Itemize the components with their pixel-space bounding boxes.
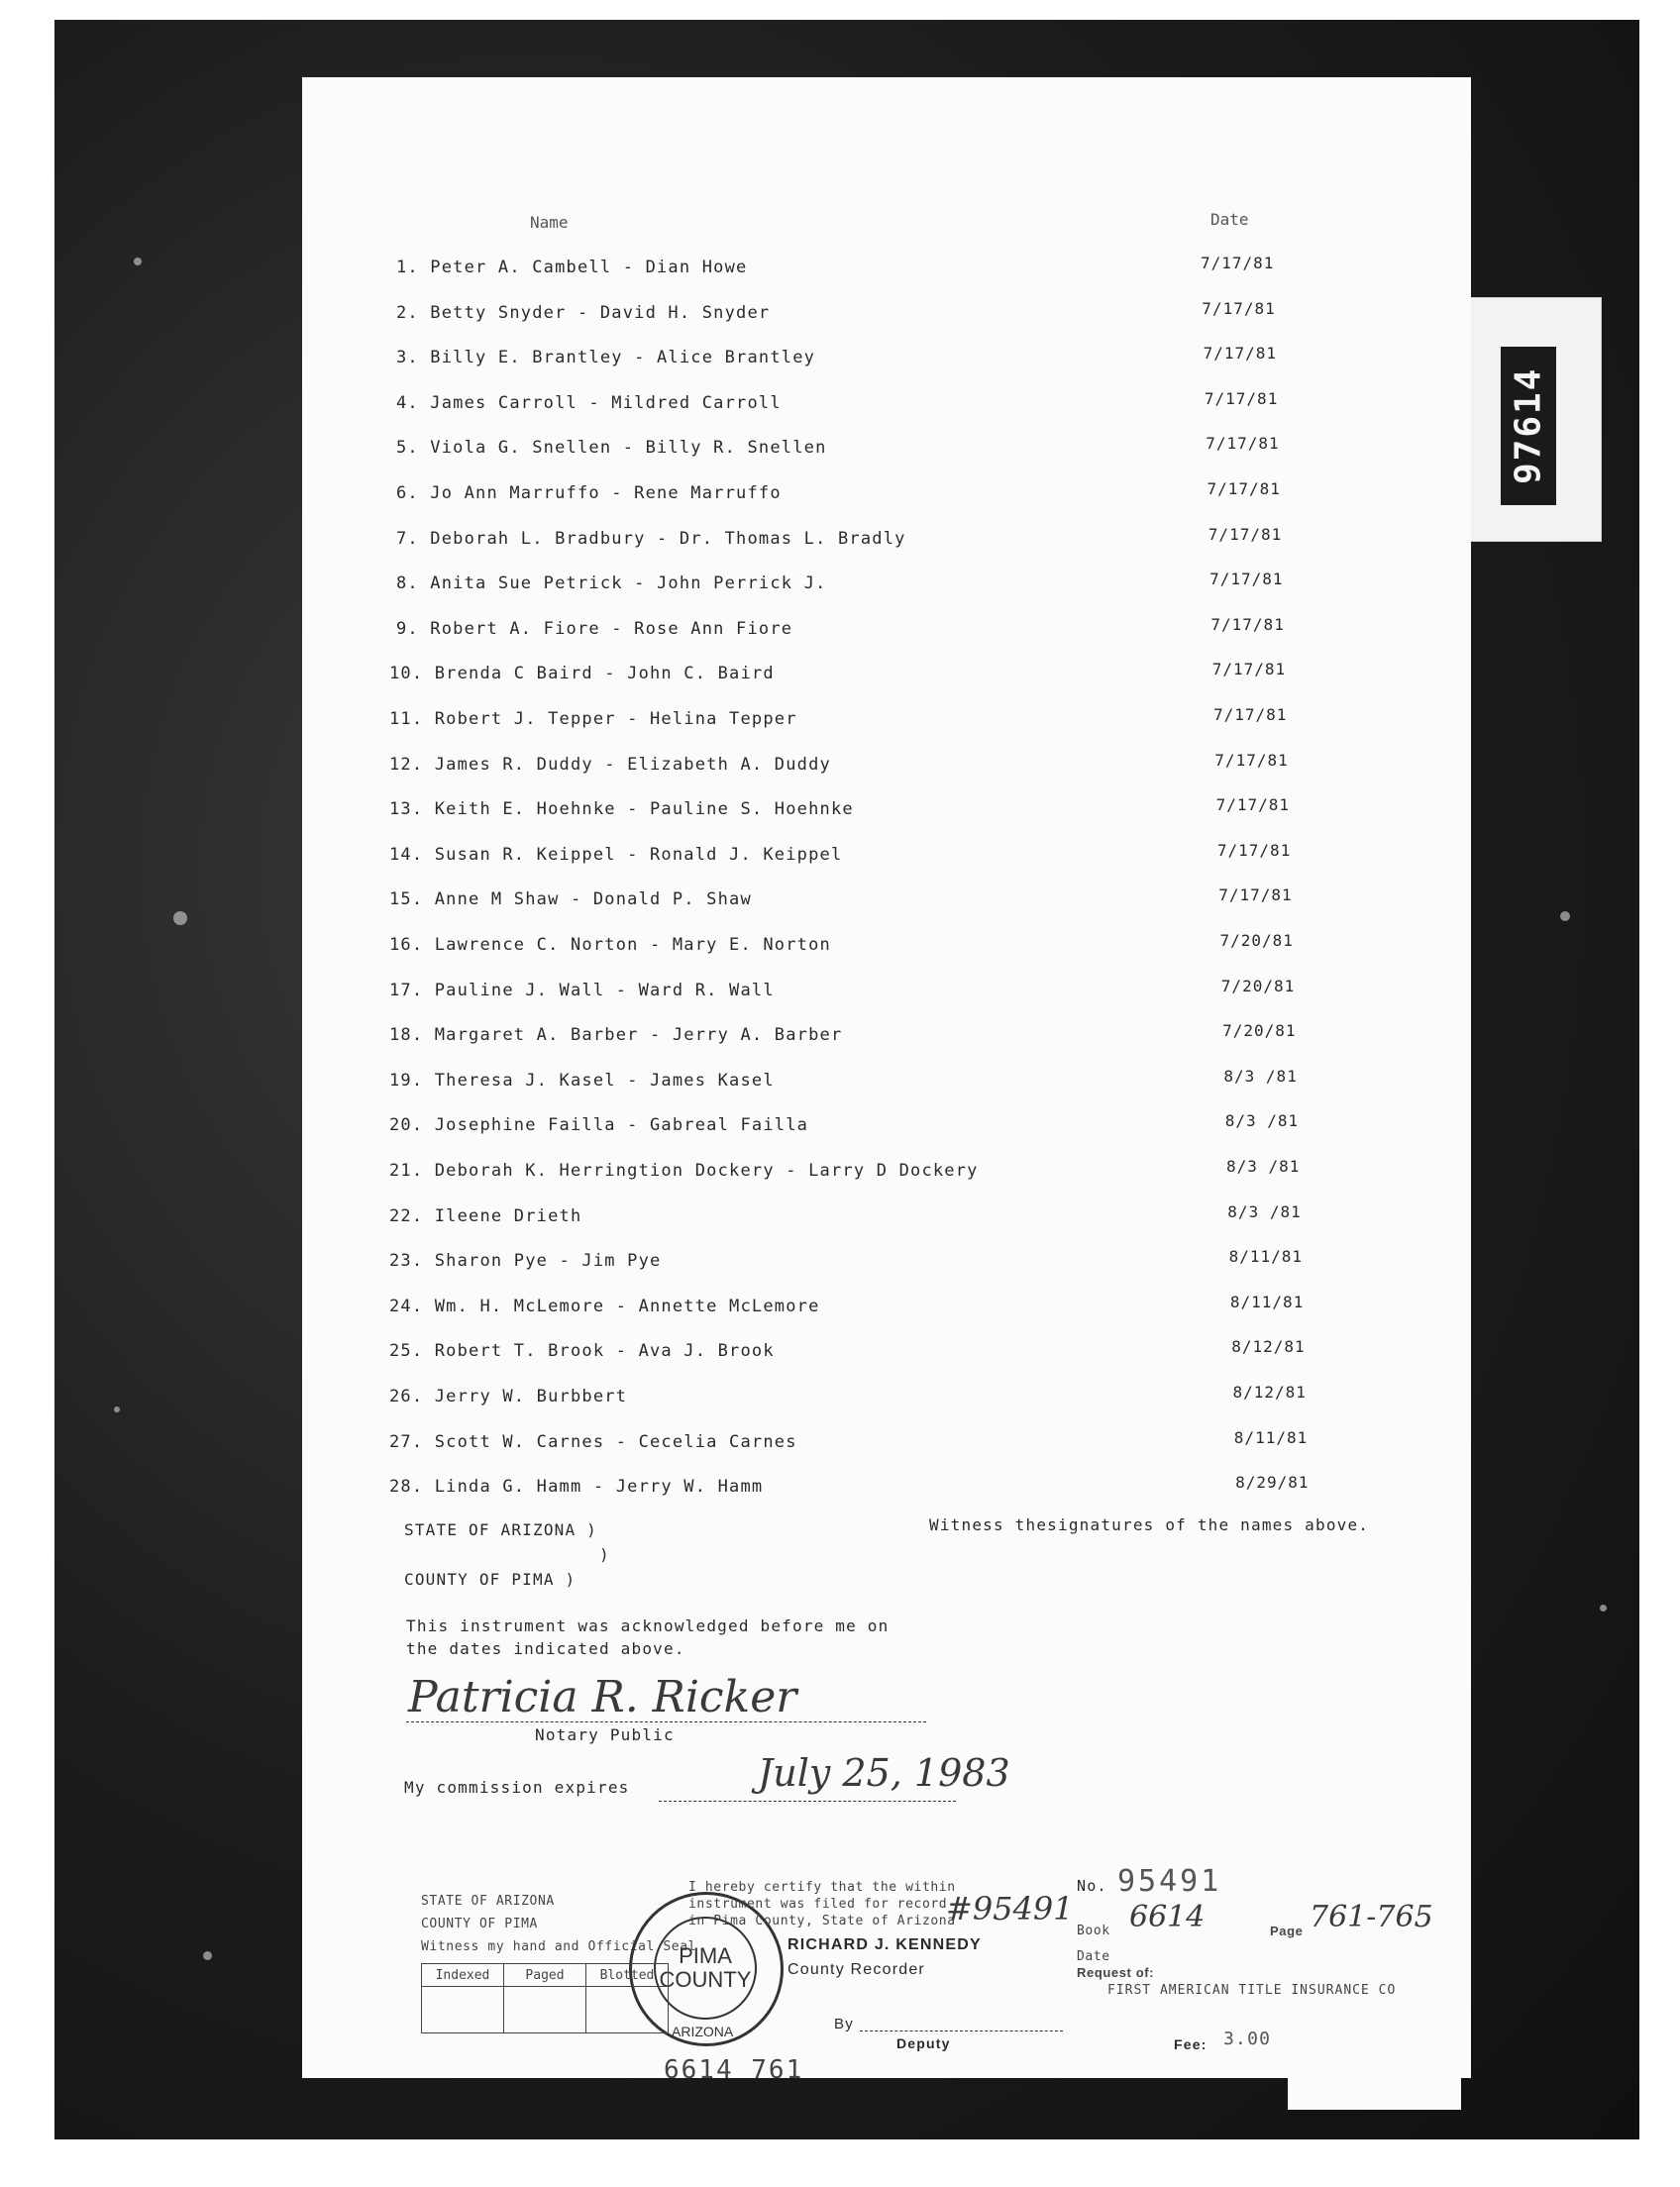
- entry-name: 20. Josephine Failla - Gabreal Failla: [389, 1115, 809, 1135]
- entry-date: 7/17/81: [1208, 525, 1283, 544]
- seal-text-top: PIMA: [679, 1943, 732, 1968]
- entry-date: 7/17/81: [1209, 570, 1284, 588]
- page-label: Page: [1270, 1924, 1304, 1938]
- state-line: STATE OF ARIZONA ): [404, 1520, 597, 1539]
- entry-name: 8. Anita Sue Petrick - John Perrick J.: [396, 573, 827, 593]
- entry-date: 8/11/81: [1228, 1247, 1304, 1266]
- by-label: By: [834, 2016, 854, 2032]
- entry-name: 4. James Carroll - Mildred Carroll: [396, 393, 782, 413]
- recorder-name: RICHARD J. KENNEDY: [788, 1936, 982, 1953]
- scan-speck: [173, 911, 187, 925]
- entry-name: 13. Keith E. Hoehnke - Pauline S. Hoehnke: [389, 799, 854, 819]
- entry-name: 25. Robert T. Brook - Ava J. Brook: [389, 1341, 775, 1361]
- recorder-title: County Recorder: [788, 1961, 925, 1978]
- entry-date: 8/3 /81: [1224, 1111, 1300, 1130]
- fee-value: 3.00: [1223, 2029, 1272, 2049]
- entry-name: 27. Scott W. Carnes - Cecelia Carnes: [389, 1432, 797, 1452]
- entry-date: 8/12/81: [1232, 1383, 1307, 1402]
- entry-name: 3. Billy E. Brantley - Alice Brantley: [396, 348, 816, 367]
- entry-name: 7. Deborah L. Bradbury - Dr. Thomas L. Bradly: [396, 529, 906, 549]
- entry-name: 24. Wm. H. McLemore - Annette McLemore: [389, 1297, 820, 1316]
- scan-speck: [114, 1406, 120, 1412]
- commission-date-line: [659, 1801, 956, 1802]
- acknowledgment-line-1: This instrument was acknowledged before me on: [406, 1616, 890, 1635]
- entry-name: 5. Viola G. Snellen - Billy R. Snellen: [396, 438, 827, 458]
- index-table: [421, 1963, 669, 2033]
- entry-date: 8/3 /81: [1223, 1067, 1298, 1086]
- seal-ring-text: ARIZONA: [672, 2024, 734, 2039]
- entry-date: 7/17/81: [1207, 479, 1281, 498]
- state-county-paren: ): [599, 1545, 610, 1564]
- entry-date: 7/17/81: [1215, 795, 1291, 814]
- entry-name: 6. Jo Ann Marruffo - Rene Marruffo: [396, 483, 782, 503]
- page-value: 761-765: [1310, 1900, 1433, 1934]
- entry-date: 7/17/81: [1202, 299, 1276, 318]
- book-label: Book: [1077, 1924, 1110, 1938]
- notary-public-label: Notary Public: [535, 1725, 675, 1744]
- entry-date: 7/17/81: [1216, 841, 1292, 860]
- entry-name: 26. Jerry W. Burbbert: [389, 1387, 628, 1406]
- entry-name: 12. James R. Duddy - Elizabeth A. Duddy: [389, 755, 831, 775]
- entry-name: 9. Robert A. Fiore - Rose Ann Fiore: [396, 619, 793, 639]
- recording-no-label: No.: [1077, 1877, 1107, 1895]
- fee-label: Fee:: [1174, 2036, 1208, 2052]
- entry-date: 8/3 /81: [1226, 1157, 1301, 1176]
- entry-date: 7/17/81: [1213, 705, 1288, 724]
- entry-name: 23. Sharon Pye - Jim Pye: [389, 1251, 662, 1271]
- index-header-indexed: Indexed: [422, 1964, 504, 1987]
- name-column-header: Name: [530, 213, 569, 232]
- entry-name: 22. Ileene Drieth: [389, 1206, 582, 1226]
- index-header-paged: Paged: [504, 1964, 586, 1987]
- entry-name: 15. Anne M Shaw - Donald P. Shaw: [389, 889, 752, 909]
- recorder-county: COUNTY OF PIMA: [421, 1917, 538, 1931]
- witness-statement: Witness thesignatures of the names above.: [929, 1515, 1370, 1534]
- county-line: COUNTY OF PIMA ): [404, 1570, 577, 1589]
- entry-date: 7/17/81: [1218, 885, 1293, 904]
- entry-date: 7/20/81: [1222, 1021, 1297, 1040]
- seal-text-bottom: COUNTY: [659, 1967, 752, 1992]
- entry-name: 18. Margaret A. Barber - Jerry A. Barber: [389, 1025, 843, 1045]
- entry-date: 7/20/81: [1220, 977, 1296, 995]
- request-value: FIRST AMERICAN TITLE INSURANCE CO: [1107, 1983, 1397, 1998]
- entry-date: 7/17/81: [1206, 434, 1280, 453]
- entry-date: 7/17/81: [1211, 660, 1287, 678]
- certify-line-1: I hereby certify that the within: [688, 1880, 956, 1895]
- entry-date: 7/17/81: [1201, 254, 1275, 272]
- entry-name: 2. Betty Snyder - David H. Snyder: [396, 303, 771, 323]
- entry-date: 7/20/81: [1219, 931, 1294, 950]
- entry-date: 7/17/81: [1203, 344, 1278, 363]
- entry-name: 10. Brenda C Baird - John C. Baird: [389, 664, 775, 683]
- recorder-witness: Witness my hand and Official Seal: [421, 1939, 697, 1954]
- entry-name: 1. Peter A. Cambell - Dian Howe: [396, 258, 748, 277]
- entry-date: 7/17/81: [1214, 751, 1289, 770]
- deputy-label: Deputy: [896, 2035, 951, 2051]
- entry-date: 8/29/81: [1235, 1473, 1310, 1492]
- scan-speck: [134, 258, 142, 265]
- entry-name: 28. Linda G. Hamm - Jerry W. Hamm: [389, 1477, 764, 1497]
- entry-date: 8/3 /81: [1227, 1202, 1302, 1221]
- entry-name: 16. Lawrence C. Norton - Mary E. Norton: [389, 935, 831, 955]
- entry-date: 8/12/81: [1231, 1337, 1306, 1356]
- certify-line-3: in Pima County, State of Arizona: [688, 1914, 956, 1928]
- entry-date: 7/17/81: [1210, 615, 1285, 634]
- county-seal-center: [654, 1917, 757, 2020]
- commission-label: My commission expires: [404, 1778, 630, 1797]
- request-label: Request of:: [1077, 1965, 1155, 1980]
- date-label: Date: [1077, 1949, 1110, 1964]
- scan-speck: [1600, 1605, 1607, 1612]
- date-column-header: Date: [1210, 210, 1249, 229]
- entry-name: 11. Robert J. Tepper - Helina Tepper: [389, 709, 797, 729]
- index-cell: [422, 1987, 504, 2033]
- entry-name: 21. Deborah K. Herringtion Dockery - Larry D Dockery: [389, 1161, 979, 1181]
- certify-line-2: instrument was filed for record: [688, 1897, 948, 1912]
- notary-signature: Patricia R. Ricker: [408, 1672, 797, 1722]
- index-header-blotted: Blotted: [586, 1964, 669, 1987]
- entry-name: 19. Theresa J. Kasel - James Kasel: [389, 1071, 775, 1091]
- entry-date: 7/17/81: [1204, 389, 1279, 408]
- book-value: 6614: [1129, 1900, 1206, 1934]
- recorder-state: STATE OF ARIZONA: [421, 1894, 555, 1909]
- entry-date: 8/11/81: [1233, 1428, 1309, 1447]
- book-page-stamp: 6614 761: [664, 2055, 804, 2085]
- entry-name: 14. Susan R. Keippel - Ronald J. Keippel: [389, 845, 843, 865]
- document-page-corner: [1288, 2011, 1461, 2110]
- entry-name: 17. Pauline J. Wall - Ward R. Wall: [389, 981, 775, 1000]
- index-cell: [504, 1987, 586, 2033]
- recording-no-value: 95491: [1117, 1864, 1222, 1899]
- commission-date: July 25, 1983: [758, 1751, 1010, 1795]
- index-cell: [586, 1987, 669, 2033]
- scan-speck: [1560, 911, 1570, 921]
- handwritten-recording-number: #95491: [946, 1890, 1074, 1927]
- entry-date: 8/11/81: [1229, 1293, 1305, 1311]
- scan-speck: [203, 1951, 212, 1960]
- tab-number: 97614: [1501, 347, 1556, 505]
- acknowledgment-line-2: the dates indicated above.: [406, 1639, 685, 1658]
